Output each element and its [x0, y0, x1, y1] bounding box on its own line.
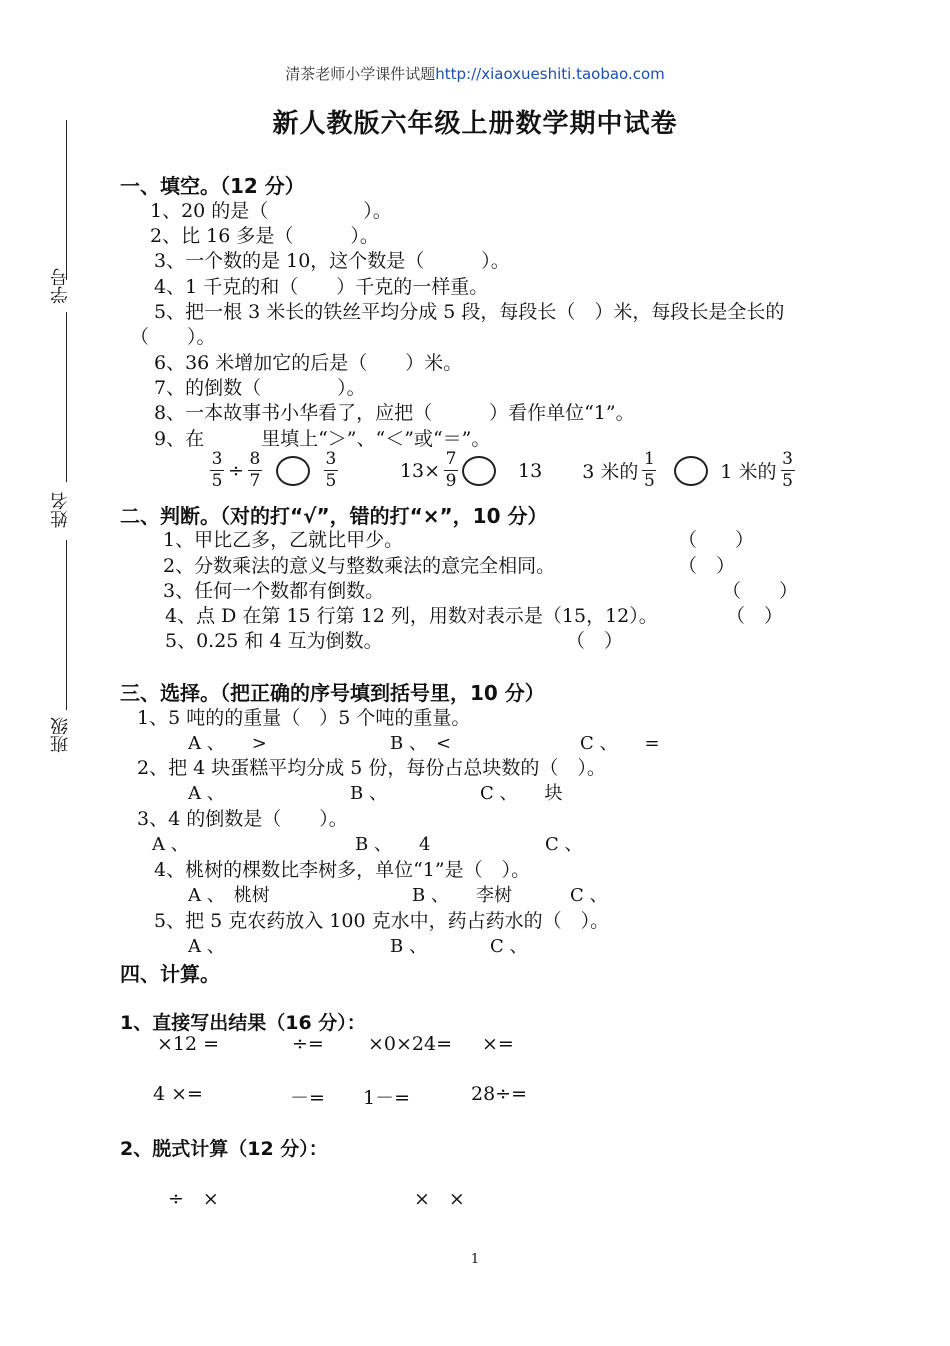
s3-q2: 2、把 4 块蛋糕平均分成 5 份，每份占总块数的（ ）。 — [137, 757, 606, 779]
s3-q1-opt-a[interactable]: A 、 > — [188, 733, 267, 754]
s3-q2-opt-c[interactable]: C 、 块 — [480, 783, 563, 804]
s2-paren-4[interactable]: （ ） — [726, 605, 784, 627]
page-number: 1 — [470, 1252, 480, 1267]
header-link[interactable]: http://xiaoxueshiti.taobao.com — [435, 65, 665, 83]
s2-paren-5[interactable]: （ ） — [566, 630, 624, 652]
compare-b-left: 13× — [399, 459, 441, 482]
s3-q1-opt-c[interactable]: C 、 = — [580, 733, 660, 754]
s3-q4-opt-c[interactable]: C 、 — [570, 885, 608, 906]
s2-item-1: 1、甲比乙多，乙就比甲少。 — [163, 529, 404, 551]
s3-q1-opt-b[interactable]: B 、 < — [390, 733, 452, 754]
section3-heading: 三、选择。（把正确的序号填到括号里，10 分） — [120, 681, 545, 705]
s3-q3-opt-b[interactable]: B 、 4 — [355, 834, 431, 855]
fraction: $\frac{3}{5}$ — [325, 449, 337, 491]
s1-item-5-cont: （ ）。 — [130, 326, 216, 348]
compare-c-left: 3 米的 — [582, 461, 639, 483]
margin-line-mid — [66, 312, 67, 482]
margin-line-top — [66, 120, 67, 280]
s3-q4: 4、桃树的棵数比李树多，单位“1”是（ ）。 — [154, 859, 531, 881]
divide-sign: ÷ — [228, 459, 244, 482]
s3-q5-opt-c[interactable]: C 、 — [490, 936, 528, 957]
s4-sub1: 1、直接写出结果（16 分）： — [120, 1012, 366, 1034]
s3-q4-opt-a[interactable]: A 、 桃树 — [188, 885, 270, 906]
s3-q3-opt-a[interactable]: A 、 — [152, 834, 189, 855]
s3-q5-opt-a[interactable]: A 、 — [188, 936, 225, 957]
s1-item-4: 4、1 千克的和（ ）千克的一样重。 — [154, 276, 489, 298]
compare-b-right: 13 — [518, 459, 543, 482]
s4-r3-c1: ÷ × — [168, 1188, 219, 1210]
section1-heading: 一、填空。（12 分） — [120, 174, 305, 198]
s3-q2-opt-a[interactable]: A 、 — [188, 783, 225, 804]
s2-paren-3[interactable]: （ ） — [722, 580, 799, 602]
s4-sub2: 2、脱式计算（12 分）： — [120, 1138, 328, 1160]
s4-r1-c4: ×= — [482, 1033, 514, 1055]
s1-item-2: 2、比 16 多是（ ）。 — [150, 225, 379, 247]
s1-item-7: 7、的倒数（ ）。 — [154, 377, 366, 399]
fraction: $\frac{8}{7}$ — [249, 449, 261, 491]
name-label: 姓名 — [50, 492, 71, 528]
header-text: 清茶老师小学课件试题 — [285, 65, 436, 83]
s3-q2-opt-b[interactable]: B 、 — [350, 783, 387, 804]
s2-paren-1[interactable]: （ ） — [678, 529, 755, 551]
s3-q5-opt-b[interactable]: B 、 — [390, 936, 427, 957]
page-header — [0, 63, 950, 84]
fraction: $\frac{1}{5}$ — [643, 449, 655, 491]
s2-item-2: 2、分数乘法的意义与整数乘法的意完全相同。 — [163, 555, 556, 577]
s2-item-3: 3、任何一个数都有倒数。 — [163, 580, 385, 602]
section4-heading: 四、计算。 — [120, 962, 220, 986]
s2-item-5: 5、0.25 和 4 互为倒数。 — [165, 630, 383, 652]
s4-r2-c3: 1－= — [363, 1087, 411, 1109]
s4-r2-c4: 28÷= — [471, 1083, 528, 1105]
s3-q4-opt-b[interactable]: B 、 李树 — [412, 885, 512, 906]
s1-item-9: 9、在 里填上“＞”、“＜”或“＝”。 — [154, 428, 491, 450]
fraction: $\frac{3}{5}$ — [782, 449, 793, 491]
s4-r1-c1: ×12 = — [157, 1033, 220, 1055]
page-title: 新人教版六年级上册数学期中试卷 — [272, 109, 678, 139]
s2-item-4: 4、点 D 在第 15 行第 12 列，用数对表示是（15，12）。 — [165, 605, 658, 627]
s1-item-6: 6、36 米增加它的后是（ ）米。 — [154, 352, 463, 374]
fraction: $\frac{3}{5}$ — [211, 449, 223, 491]
s1-item-3: 3、一个数的是 10，这个数是（ ）。 — [154, 250, 510, 272]
section2-heading: 二、判断。（对的打“√”，错的打“×”，10 分） — [120, 504, 548, 528]
s1-item-1: 1、20 的是（ ）。 — [150, 200, 392, 222]
s4-r2-c1: 4 ×= — [153, 1083, 203, 1105]
student-id-label: 学号 — [50, 268, 71, 304]
fraction: $\frac{7}{9}$ — [445, 449, 457, 491]
s4-r2-c2: －= — [290, 1087, 325, 1109]
s3-q3: 3、4 的倒数是（ ）。 — [137, 808, 348, 830]
s2-paren-2[interactable]: （ ） — [678, 555, 736, 577]
compare-row — [210, 450, 795, 491]
s4-r3-c2: × × — [414, 1188, 465, 1210]
compare-circle[interactable] — [674, 456, 708, 486]
s4-r1-c3: ×0×24= — [368, 1033, 453, 1055]
s3-q1: 1、5 吨的的重量（ ）5 个吨的重量。 — [137, 707, 471, 729]
s4-r1-c2: ÷= — [292, 1033, 324, 1055]
s1-item-5: 5、把一根 3 米长的铁丝平均分成 5 段，每段长（ ）米，每段长是全长的 — [154, 301, 785, 323]
s3-q5: 5、把 5 克农药放入 100 克水中，药占药水的（ ）。 — [154, 910, 610, 932]
compare-circle[interactable] — [462, 456, 496, 486]
compare-c-right: 1 米的 — [720, 461, 777, 483]
s3-q3-opt-c[interactable]: C 、 — [545, 834, 583, 855]
compare-circle[interactable] — [276, 456, 310, 486]
class-label: 班级 — [50, 717, 71, 753]
margin-line-low — [66, 540, 67, 710]
s1-item-8: 8、一本故事书小华看了，应把（ ）看作单位“1”。 — [154, 402, 635, 424]
